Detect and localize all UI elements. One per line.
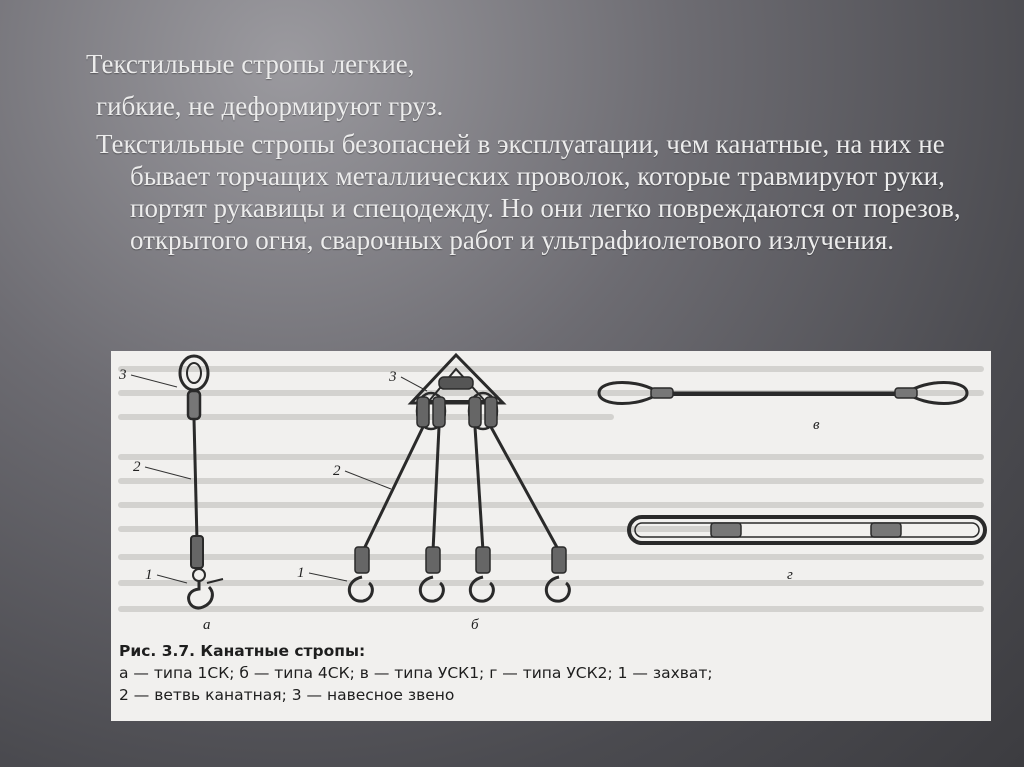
label-b: б: [471, 617, 479, 633]
slings-figure: [111, 351, 991, 721]
label-a: а: [203, 617, 211, 633]
label-3-a: 3: [119, 367, 127, 383]
label-2-b: 2: [333, 463, 341, 479]
label-g: г: [787, 567, 793, 583]
figure-caption: [119, 640, 713, 706]
caption-line-1: а — типа 1СК; б — типа 4СК; в — типа УСК1; г — типа УСК2; 1 — захват;: [119, 664, 713, 682]
text-line-2: гибкие, не деформируют груз.: [96, 91, 444, 121]
bleed-through-lines: [121, 369, 981, 609]
label-1-a: 1: [145, 567, 153, 583]
label-2-a: 2: [133, 459, 141, 475]
label-1-b: 1: [297, 565, 305, 581]
label-v: в: [813, 417, 820, 433]
label-3-b: 3: [389, 369, 397, 385]
text-line-1: Текстильные стропы легкие,: [86, 49, 415, 79]
caption-title: Рис. 3.7. Канатные стропы:: [119, 642, 366, 660]
caption-line-2: 2 — ветвь канатная; 3 — навесное звено: [119, 686, 455, 704]
sling-type-usk1: [599, 383, 967, 404]
text-paragraph: Текстильные стропы безопасней в эксплуатации, чем канатные, на них не бывает торчащих металлических проволок, которые травмируют руки, портят рукавицы и спецодежду. Но они легко повреждаются от порезов, открытого огня, сварочных работ и ультрафиолетового излучения.: [96, 129, 961, 255]
